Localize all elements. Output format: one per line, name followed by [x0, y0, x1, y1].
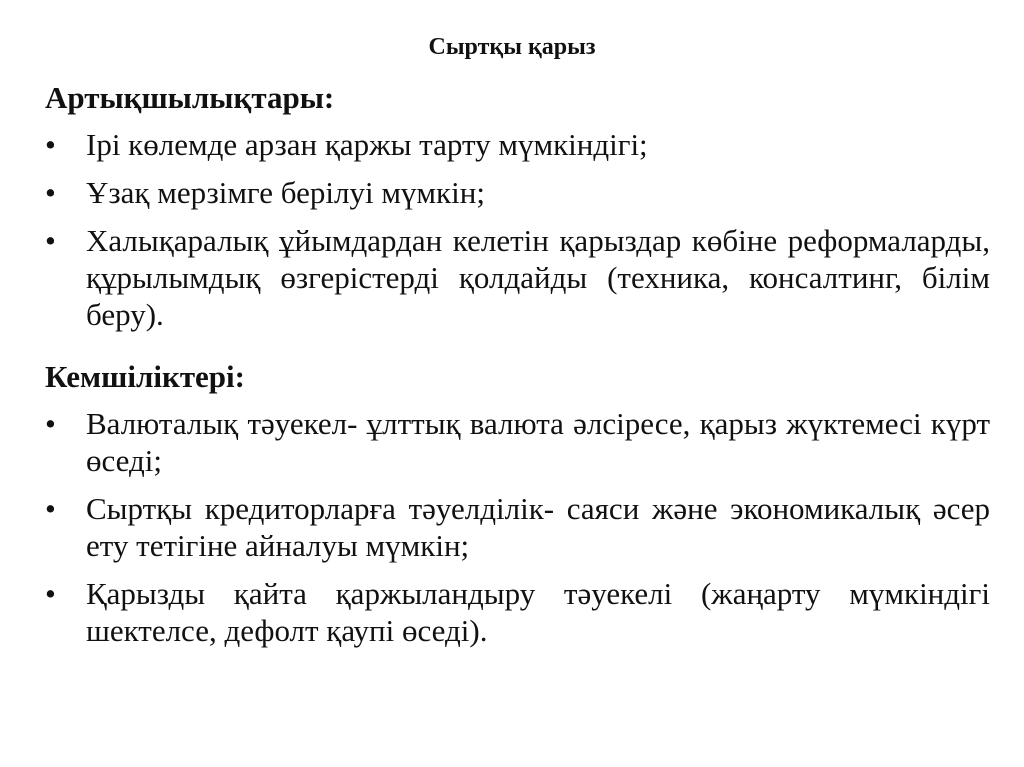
- disadvantages-heading: Кемшіліктері:: [45, 359, 245, 394]
- list-item-text: Ірі көлемде арзан қаржы тарту мүмкіндігі;: [86, 127, 648, 162]
- bullet-icon: •: [45, 127, 56, 162]
- list-item: [45, 405, 990, 479]
- list-item-text: Валюталық тәуекел- ұлттық валюта әлсіресе, қарыз жүктемесі күрт өседі;: [86, 406, 990, 478]
- bullet-icon: •: [45, 491, 56, 526]
- list-item-text: Сыртқы кредиторларға тәуелділік- саяси және экономикалық әсер ету тетігіне айналуы мүмкін;: [86, 491, 990, 563]
- list-item: [45, 126, 990, 163]
- disadvantages-list: [45, 405, 990, 660]
- bullet-icon: •: [45, 223, 56, 258]
- bullet-icon: •: [45, 175, 56, 210]
- list-item-text: Халықаралық ұйымдардан келетін қарыздар көбіне реформаларды, құрылымдық өзгерістерді қолдайды (техника, консалтинг, білім беру).: [86, 223, 990, 332]
- slide-title: Сыртқы қарыз: [428, 34, 596, 60]
- list-item: [45, 490, 990, 564]
- list-item: [45, 222, 990, 333]
- list-item-text: Қарызды қайта қаржыландыру тәуекелі (жаңарту мүмкіндігі шектелсе, дефолт қаупі өседі).: [86, 576, 990, 648]
- bullet-icon: •: [45, 576, 56, 611]
- advantages-list: [45, 126, 990, 344]
- list-item: [45, 575, 990, 649]
- bullet-icon: •: [45, 406, 56, 441]
- list-item-text: Ұзақ мерзімге берілуі мүмкін;: [86, 175, 485, 210]
- advantages-heading: Артықшылықтары:: [45, 80, 335, 115]
- list-item: [45, 174, 990, 211]
